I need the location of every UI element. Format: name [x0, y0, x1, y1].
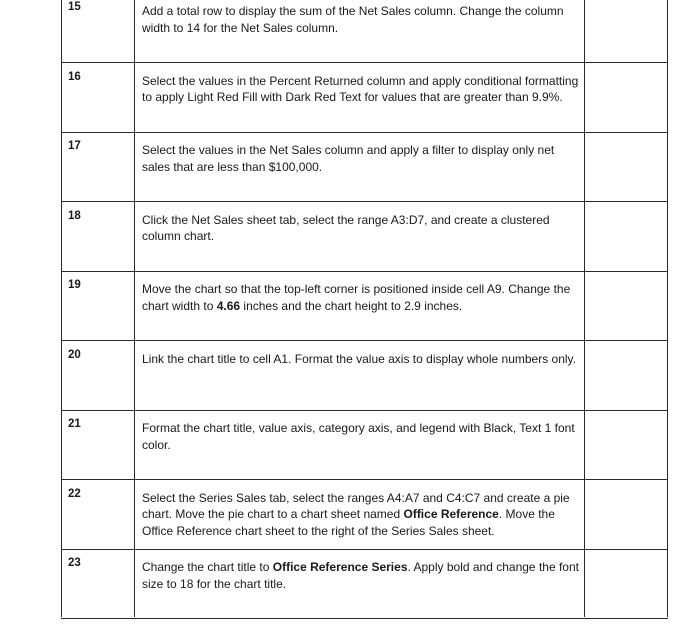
step-number: 17 [68, 140, 81, 152]
step-description [142, 420, 580, 453]
text-segment: Link the chart title to cell A1. Format the value axis to display whole numbers only. [142, 351, 576, 366]
step-description [142, 351, 580, 368]
step-description [142, 212, 580, 245]
table-row [0, 208, 700, 278]
completion-cell[interactable] [585, 138, 667, 208]
text-segment: Select the Series Sales tab, select the ranges A4:A7 and C4:C7 and create a pie chart. Move the pie chart to a chart sheet named [142, 490, 570, 522]
table-row [0, 347, 700, 417]
text-segment: . Move the Office Reference chart sheet to the right of the Series Sales sheet. [142, 507, 555, 538]
text-segment: Add a total row to display the sum of the Net Sales column. Change the column width to 14 for the Net Sales column. [142, 4, 564, 35]
text-segment: Click the Net Sales sheet tab, select the range A3:D7, and create a clustered column chart. [142, 212, 550, 244]
table-row [0, 555, 700, 625]
completion-cell[interactable] [585, 208, 667, 278]
table-row [0, 416, 700, 486]
text-segment: . Apply bold and change the font size to 18 for the chart title. [142, 560, 579, 591]
table-row [0, 138, 700, 208]
text-segment: Select the values in the Net Sales column and apply a filter to display only net sales that are less than $100,000. [142, 143, 555, 174]
bold-text: Office Reference Series [272, 560, 408, 574]
text-segment: Select the values in the Percent Returned column and apply conditional formatting to apply Light Red Fill with Dark Red Text for values that are greater than 9.9%. [142, 73, 579, 105]
row-border [61, 410, 668, 411]
step-number: 18 [68, 209, 81, 222]
row-border [61, 201, 668, 202]
bold-text: Office Reference [403, 507, 499, 522]
table-row [0, 277, 700, 347]
row-border [61, 549, 668, 550]
completion-cell[interactable] [585, 277, 667, 347]
text-segment: Move the chart so that the top-left corner is positioned inside cell A9. Change the chart width to [142, 282, 571, 313]
step-description [142, 142, 580, 175]
step-number: 23 [68, 557, 81, 569]
step-description [142, 559, 580, 592]
text-segment: Change the chart title to [142, 560, 273, 574]
step-description [142, 3, 580, 36]
bold-text: 4.66 [216, 298, 241, 313]
completion-cell[interactable] [585, 555, 667, 625]
step-description [142, 281, 580, 314]
table-row [0, 69, 700, 139]
table-row [0, 0, 700, 69]
completion-cell[interactable] [585, 347, 667, 417]
row-border [61, 62, 668, 63]
row-border [61, 132, 668, 133]
completion-cell[interactable] [585, 416, 667, 486]
step-number: 16 [68, 70, 81, 83]
step-description [142, 73, 580, 106]
completion-cell[interactable] [585, 486, 667, 556]
table-row [0, 486, 700, 556]
text-segment: Format the chart title, value axis, category axis, and legend with Black, Text 1 font color. [142, 421, 575, 452]
row-border [61, 479, 668, 480]
step-number: 19 [68, 279, 81, 291]
row-border [61, 271, 668, 272]
row-border [61, 340, 668, 341]
text-segment: inches and the chart height to 2.9 inches. [240, 298, 463, 313]
completion-cell[interactable] [585, 0, 667, 69]
step-number: 21 [68, 418, 81, 430]
step-description [142, 490, 580, 540]
row-border [61, 618, 668, 619]
completion-cell[interactable] [585, 69, 667, 139]
step-number: 15 [68, 1, 81, 13]
step-number: 22 [68, 487, 81, 500]
step-number: 20 [68, 348, 81, 361]
